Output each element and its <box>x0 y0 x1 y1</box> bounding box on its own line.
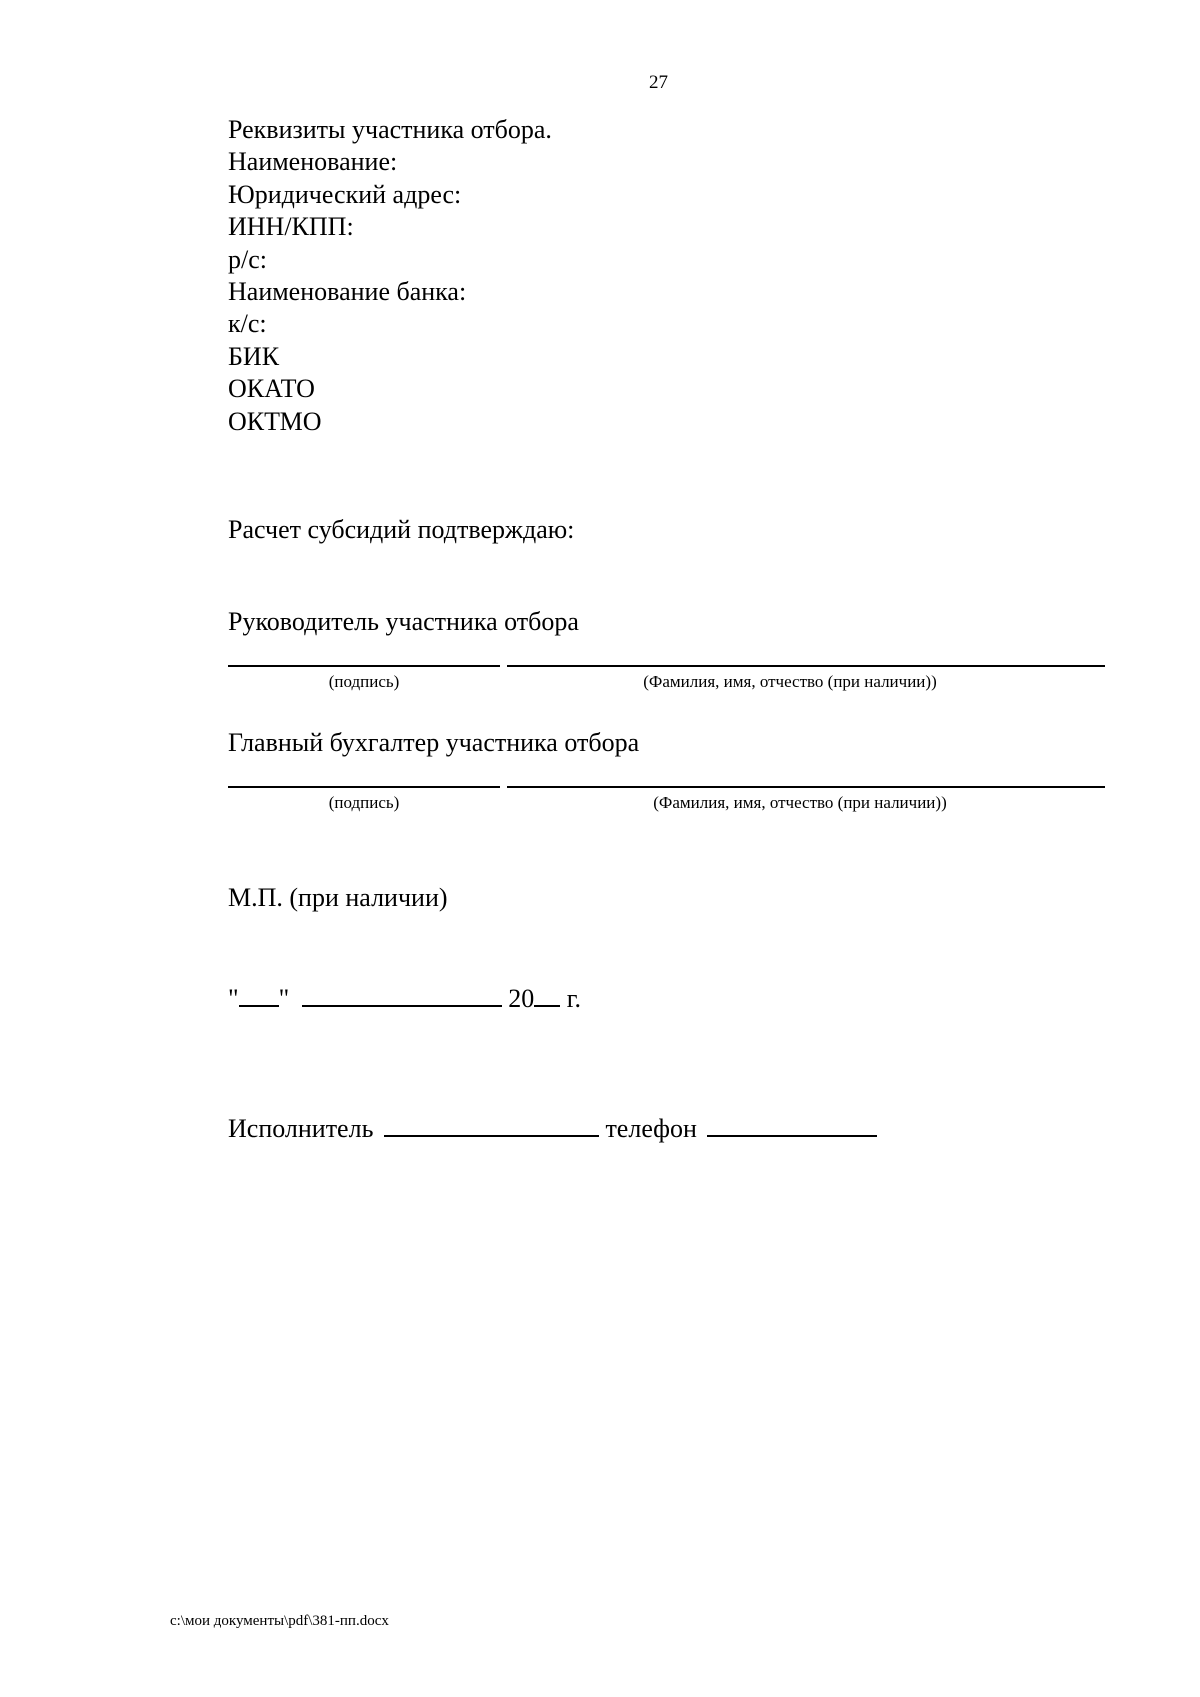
field-oktmo: ОКТМО <box>228 406 322 436</box>
footer-file-path: c:\мои документы\pdf\381-пп.docx <box>170 1613 389 1629</box>
field-name: Наименование: <box>228 147 398 177</box>
year-suffix: г. <box>560 984 581 1013</box>
date-line <box>228 981 581 1014</box>
requisites-heading: Реквизиты участника отбора. <box>228 115 552 144</box>
month-blank <box>302 981 502 1007</box>
date-quote-close: " <box>278 984 290 1013</box>
head-title: Руководитель участника отбора <box>228 607 579 636</box>
day-blank <box>239 981 279 1007</box>
phone-blank <box>707 1111 877 1137</box>
accountant-title: Главный бухгалтер участника отбора <box>228 728 640 757</box>
field-correspondent-account: к/с: <box>228 309 267 339</box>
accountant-name-line <box>507 786 1105 788</box>
field-okato: ОКАТО <box>228 374 315 404</box>
field-legal-address: Юридический адрес: <box>228 179 462 209</box>
head-signature-caption: (подпись) <box>328 672 400 691</box>
head-signature-line <box>228 665 500 667</box>
field-bik: БИК <box>228 341 280 371</box>
accountant-name-caption: (Фамилия, имя, отчество (при наличии)) <box>653 793 947 812</box>
head-name-line <box>507 665 1105 667</box>
executor-label: Исполнитель <box>228 1114 374 1143</box>
field-bank-name: Наименование банка: <box>228 277 467 307</box>
date-quote-open: " <box>228 984 239 1013</box>
confirmation-text: Расчет субсидий подтверждаю: <box>228 515 575 544</box>
executor-line <box>228 1111 877 1144</box>
page-number: 27 <box>649 72 668 93</box>
accountant-signature-line <box>228 786 500 788</box>
requisites-block <box>228 114 552 438</box>
head-name-caption: (Фамилия, имя, отчество (при наличии)) <box>643 672 937 691</box>
phone-label: телефон <box>605 1114 697 1143</box>
field-inn-kpp: ИНН/КПП: <box>228 212 354 242</box>
seal-text: М.П. (при наличии) <box>228 883 448 912</box>
year-blank <box>534 981 560 1007</box>
year-prefix: 20 <box>508 984 535 1013</box>
executor-blank <box>384 1111 599 1137</box>
accountant-signature-caption: (подпись) <box>328 793 400 812</box>
field-settlement-account: р/с: <box>228 244 267 274</box>
